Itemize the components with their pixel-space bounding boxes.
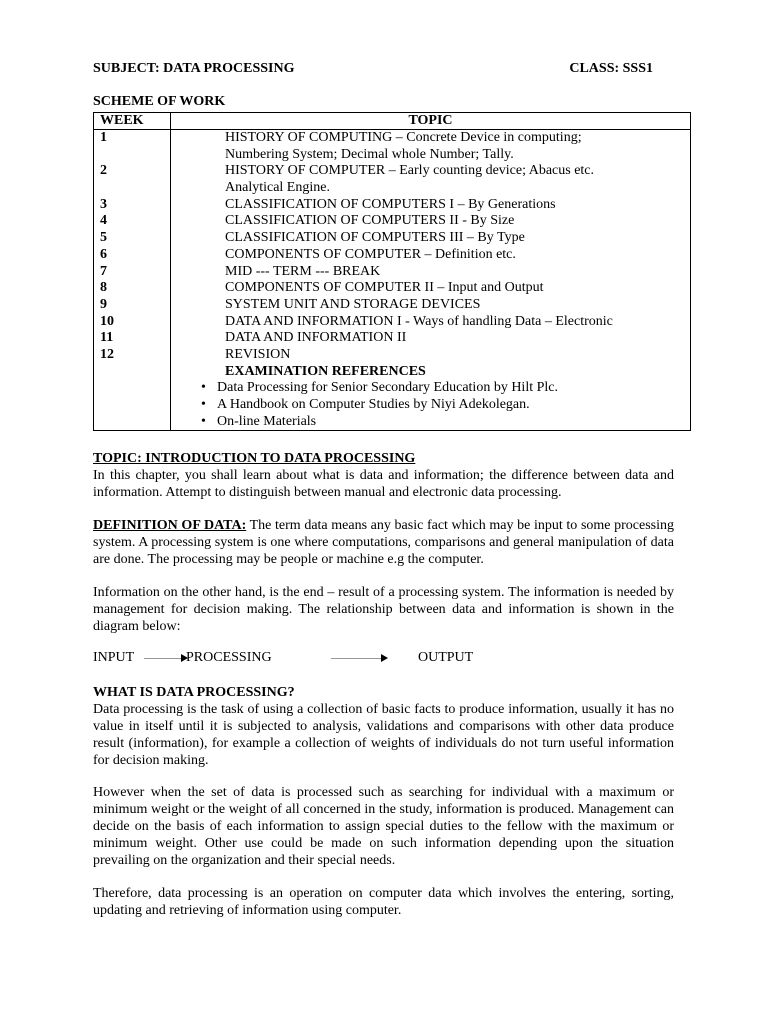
scheme-body-row [94,130,691,431]
topic-text: Analytical Engine. [225,180,330,196]
definition-text: The term data means any basic fact which may be input to some processing system. A processing system is one where computations, comparisons and general manipulation of data are done. The processing may be people or machine e.g the computer. [93,518,675,567]
definition-paragraph [93,517,674,568]
week-column-header: WEEK [94,113,171,130]
information-paragraph: Information on the other hand, is the end – result of a processing system. The information is needed by management for decision making. The relationship between data and information is shown in the diagram below: [93,585,674,634]
week-number: 8 [100,280,107,296]
scheme-title: SCHEME OF WORK [93,94,226,109]
intro-section [93,450,674,501]
reference-item: • On-line Materials [201,414,690,431]
topic-text: MID --- TERM --- BREAK [225,263,381,279]
week-cell [94,130,171,431]
flow-processing-label: PROCESSING [186,650,272,665]
flow-input-label: INPUT [93,650,135,665]
week-number: 12 [100,346,114,362]
intro-heading: TOPIC: INTRODUCTION TO DATA PROCESSING [93,451,416,466]
topic-cell [171,130,691,431]
what-is-heading: WHAT IS DATA PROCESSING? [93,685,295,700]
data-flow-diagram [93,650,693,668]
document-header [93,61,653,79]
topic-text: CLASSIFICATION OF COMPUTERS I – By Generations [225,196,556,212]
topic-text: CLASSIFICATION OF COMPUTERS III – By Type [225,230,525,246]
subject-label: SUBJECT: DATA PROCESSING [93,61,295,76]
topic-text: COMPONENTS OF COMPUTER II – Input and Output [225,280,544,296]
reference-item: • A Handbook on Computer Studies by Niyi Adekolegan. [201,397,690,414]
class-label: CLASS: SSS1 [569,61,653,76]
week-number [100,180,170,197]
reference-item: • Data Processing for Senior Secondary Education by Hilt Plc. [201,380,690,397]
therefore-paragraph: Therefore, data processing is an operation on computer data which involves the entering, sorting, updating and retrieving of information using computer. [93,886,674,918]
what-is-section [93,684,674,769]
topic-text: SYSTEM UNIT AND STORAGE DEVICES [225,296,481,312]
flow-arrow-line [331,658,383,659]
topic-text: HISTORY OF COMPUTER – Early counting device; Abacus etc. [225,163,595,179]
week-number: 3 [100,196,107,212]
week-number: 4 [100,213,107,229]
flow-output-label: OUTPUT [418,650,474,665]
scheme-header-row [94,113,691,130]
week-number: 1 [100,130,107,145]
topic-text: DATA AND INFORMATION II [225,330,407,346]
intro-paragraph: In this chapter, you shall learn about what is data and information; the difference between data and information. Attempt to distinguish between manual and electronic data processing. [93,468,674,500]
week-number: 11 [100,330,114,346]
topic-text: DATA AND INFORMATION I - Ways of handling Data – Electronic [225,313,613,329]
scheme-of-work-table [93,112,691,431]
references-list [201,380,690,430]
however-paragraph: However when the set of data is processed such as searching for individual with a maximum or minimum weight or the weight of all concerned in the study, information is produced. Management can decide on the basis of each information to assign special duties to the fellow with the maximum or minimum weight. Other use could be made on such information depending upon the situation prevailing on the organization and their special needs. [93,785,674,868]
definition-label: DEFINITION OF DATA: [93,518,247,533]
week-number [100,147,170,164]
week-number: 9 [100,296,107,312]
week-number: 2 [100,163,107,179]
arrow-right-icon [381,654,388,662]
topic-text: HISTORY OF COMPUTING – Concrete Device in computing; [225,130,582,145]
week-number: 10 [100,313,114,329]
topic-text: CLASSIFICATION OF COMPUTERS II - By Size [225,213,515,229]
what-is-paragraph: Data processing is the task of using a collection of basic facts to produce information, usually it has no value in itself until it is subjected to analysis, validations and comparisons with other data produce result (information), for example a collection of weights of individuals do not turn useful information for decision making. [93,702,674,768]
topic-text: Numbering System; Decimal whole Number; Tally. [225,146,514,162]
week-number: 7 [100,263,107,279]
references-title: EXAMINATION REFERENCES [225,363,426,379]
topic-column-header: TOPIC [171,113,691,130]
topic-text: REVISION [225,346,291,362]
week-number: 6 [100,246,107,262]
topic-text: COMPONENTS OF COMPUTER – Definition etc. [225,246,516,262]
week-number: 5 [100,230,107,246]
flow-arrow-line [144,658,184,659]
